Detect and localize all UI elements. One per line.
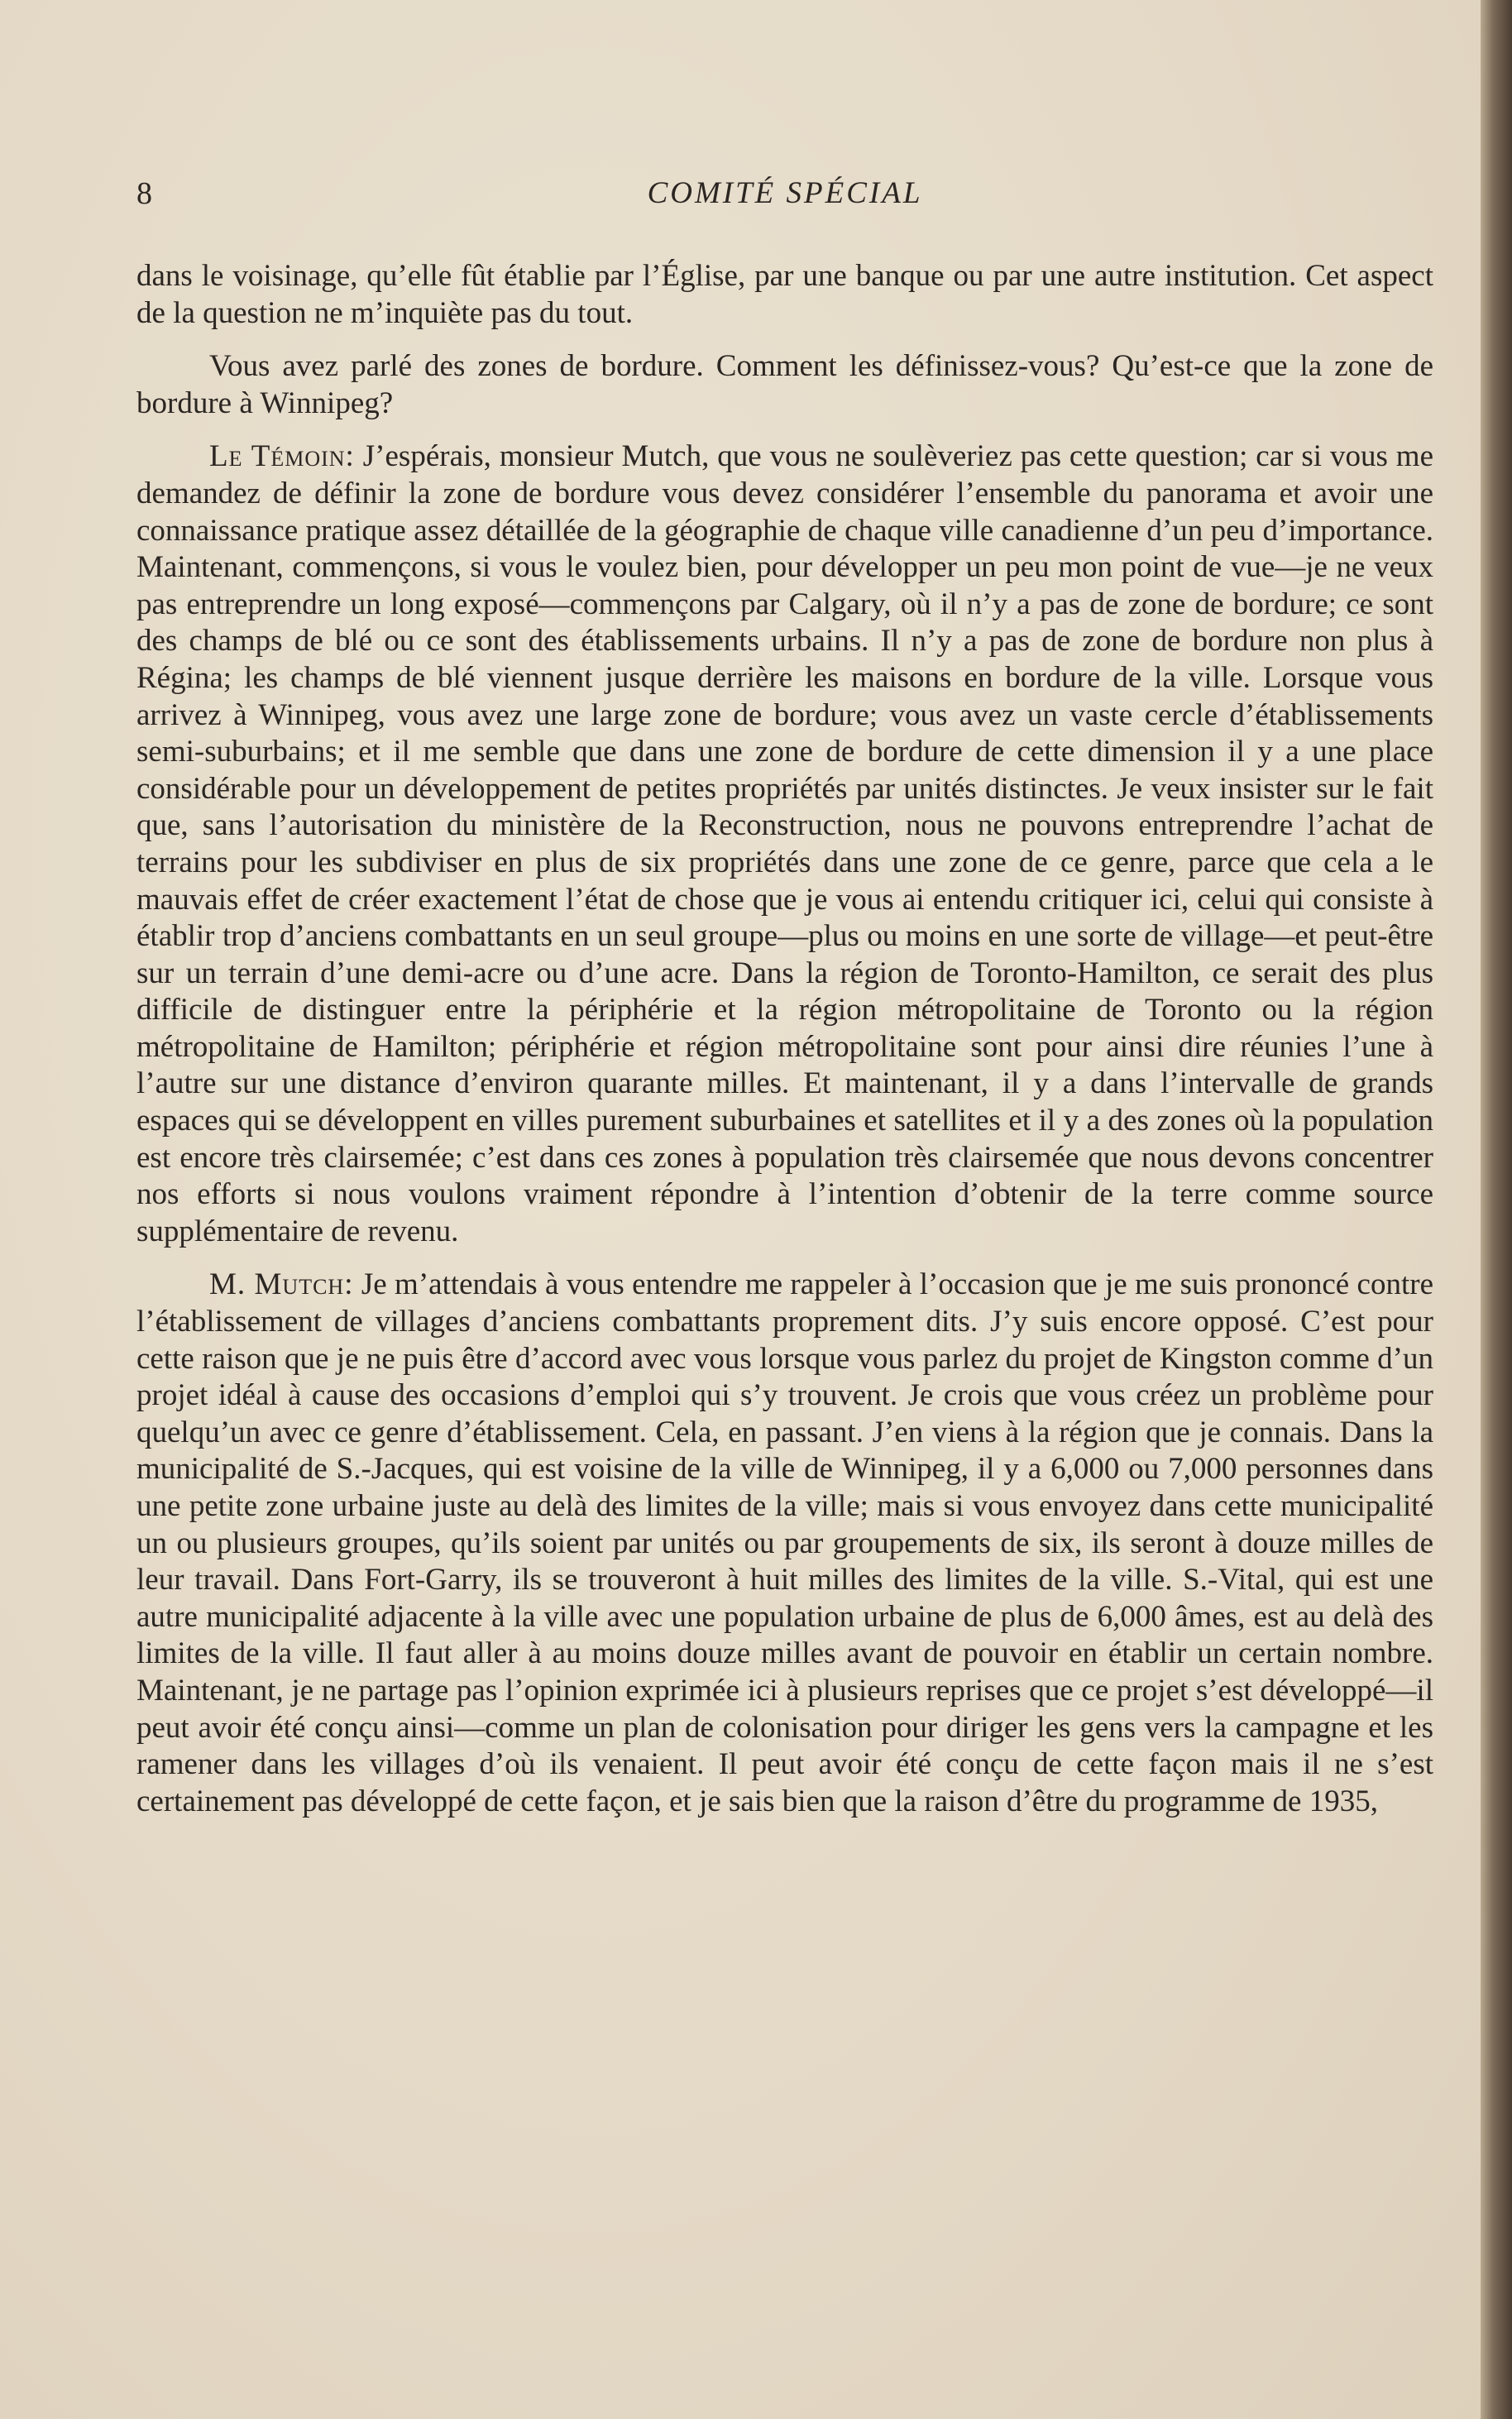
paragraph-text: dans le voisinage, qu’elle fût établie par l’Église, par une banque ou par une autre institution. Cet aspect de la question ne m’inquiète pas du tout.	[136, 259, 1433, 330]
paragraph	[136, 1267, 1433, 1820]
paragraph	[136, 348, 1433, 422]
paragraph-text: Vous avez parlé des zones de bordure. Comment les définissez-vous? Qu’est-ce que la zone de bordure à Winnipeg?	[136, 349, 1433, 420]
page-header	[136, 175, 1433, 220]
page-number: 8	[136, 176, 152, 211]
paragraph	[136, 438, 1433, 1250]
speaker-label: Le Témoin:	[209, 439, 355, 474]
running-title: COMITÉ SPÉCIAL	[647, 176, 923, 210]
speaker-label: M. Mutch:	[209, 1267, 354, 1302]
paragraph	[136, 258, 1433, 332]
page-edge-shadow	[1481, 0, 1512, 2419]
body-text	[136, 258, 1433, 1837]
paragraph-text: Je m’attendais à vous entendre me rappeler à l’occasion que je me suis prononcé contre l’établissement de villages d’anciens combattants proprement dits. J’y suis encore opposé. C’est pour cette raison que je ne puis être d’accord avec vous lorsque vous parlez du projet de Kingston comme d’un projet idéal à cause des occasions d’emploi qui s’y trouvent. Je crois que vous créez un problème pour quelqu’un avec ce genre d’établissement. Cela, en passant. J’en viens à la région que je connais. Dans la municipalité de S.-Jacques, qui est voisine de la ville de Winnipeg, il y a 6,000 ou 7,000 personnes dans une petite zone urbaine juste au delà des limites de la ville; mais si vous envoyez dans cette municipalité un ou plusieurs groupes, qu’ils soient par unités ou par groupements de six, ils seront à douze milles de leur travail. Dans Fort-Garry, ils se trouveront à huit milles des limites de la ville. S.-Vital, qui est une autre municipalité adjacente à la ville avec une population urbaine de plus de 6,000 âmes, est au delà des limites de la ville. Il faut aller à au moins douze milles avant de pouvoir en établir un certain nombre. Maintenant, je ne partage pas l’opinion exprimée ici à plusieurs reprises que ce projet s’est développé—il peut avoir été conçu ainsi—comme un plan de colonisation pour diriger les gens vers la campagne et les ramener dans les villages d’où ils venaient. Il peut avoir été conçu de cette façon mais il ne s’est certainement pas développé de cette façon, et je sais bien que la raison d’être du programme de 1935,	[136, 1267, 1434, 1818]
paragraph-text: J’espérais, monsieur Mutch, que vous ne soulèveriez pas cette question; car si vous me demandez de définir la zone de bordure vous devez considérer l’ensemble du panorama et avoir une connaissance pratique assez détaillée de la géographie de chaque ville canadienne d’un peu d’importance. Maintenant, commençons, si vous le voulez bien, pour développer un peu mon point de vue—je ne veux pas entreprendre un long exposé—commençons par Calgary, où il n’y a pas de zone de bordure; ce sont des champs de blé ou ce sont des établissements urbains. Il n’y a pas de zone de bordure non plus à Régina; les champs de blé viennent jusque derrière les maisons en bordure de la ville. Lorsque vous arrivez à Winnipeg, vous avez une large zone de bordure; vous avez un vaste cercle d’établissements semi-suburbains; et il me semble que dans une zone de bordure de cette dimension il y a une place considérable pour un développement de petites propriétés par unités distinctes. Je veux insister sur le fait que, sans l’autorisation du ministère de la Reconstruction, nous ne pouvons entreprendre l’achat de terrains pour les subdiviser en plus de six propriétés dans une zone de ce genre, parce que cela a le mauvais effet de créer exactement l’état de chose que je vous ai entendu critiquer ici, celui qui consiste à établir trop d’anciens combattants en un seul groupe—plus ou moins en une sorte de village—et peut-être sur un terrain d’une demi-acre ou d’une acre. Dans la région de Toronto-Hamilton, ce serait des plus difficile de distinguer entre la périphérie et la région métropolitaine de Toronto ou la région métropolitaine de Hamilton; périphérie et région métropolitaine sont pour ainsi dire réunies l’une à l’autre sur une distance d’environ quarante milles. Et maintenant, il y a dans l’intervalle de grands espaces qui se développent en villes purement suburbaines et satellites et il y a des zones où la population est encore très clairsemée; c’est dans ces zones à population très clairsemée que nous devons concentrer nos efforts si nous voulons vraiment répondre à l’intention d’obtenir de la terre comme source supplémentaire de revenu.	[136, 439, 1434, 1248]
